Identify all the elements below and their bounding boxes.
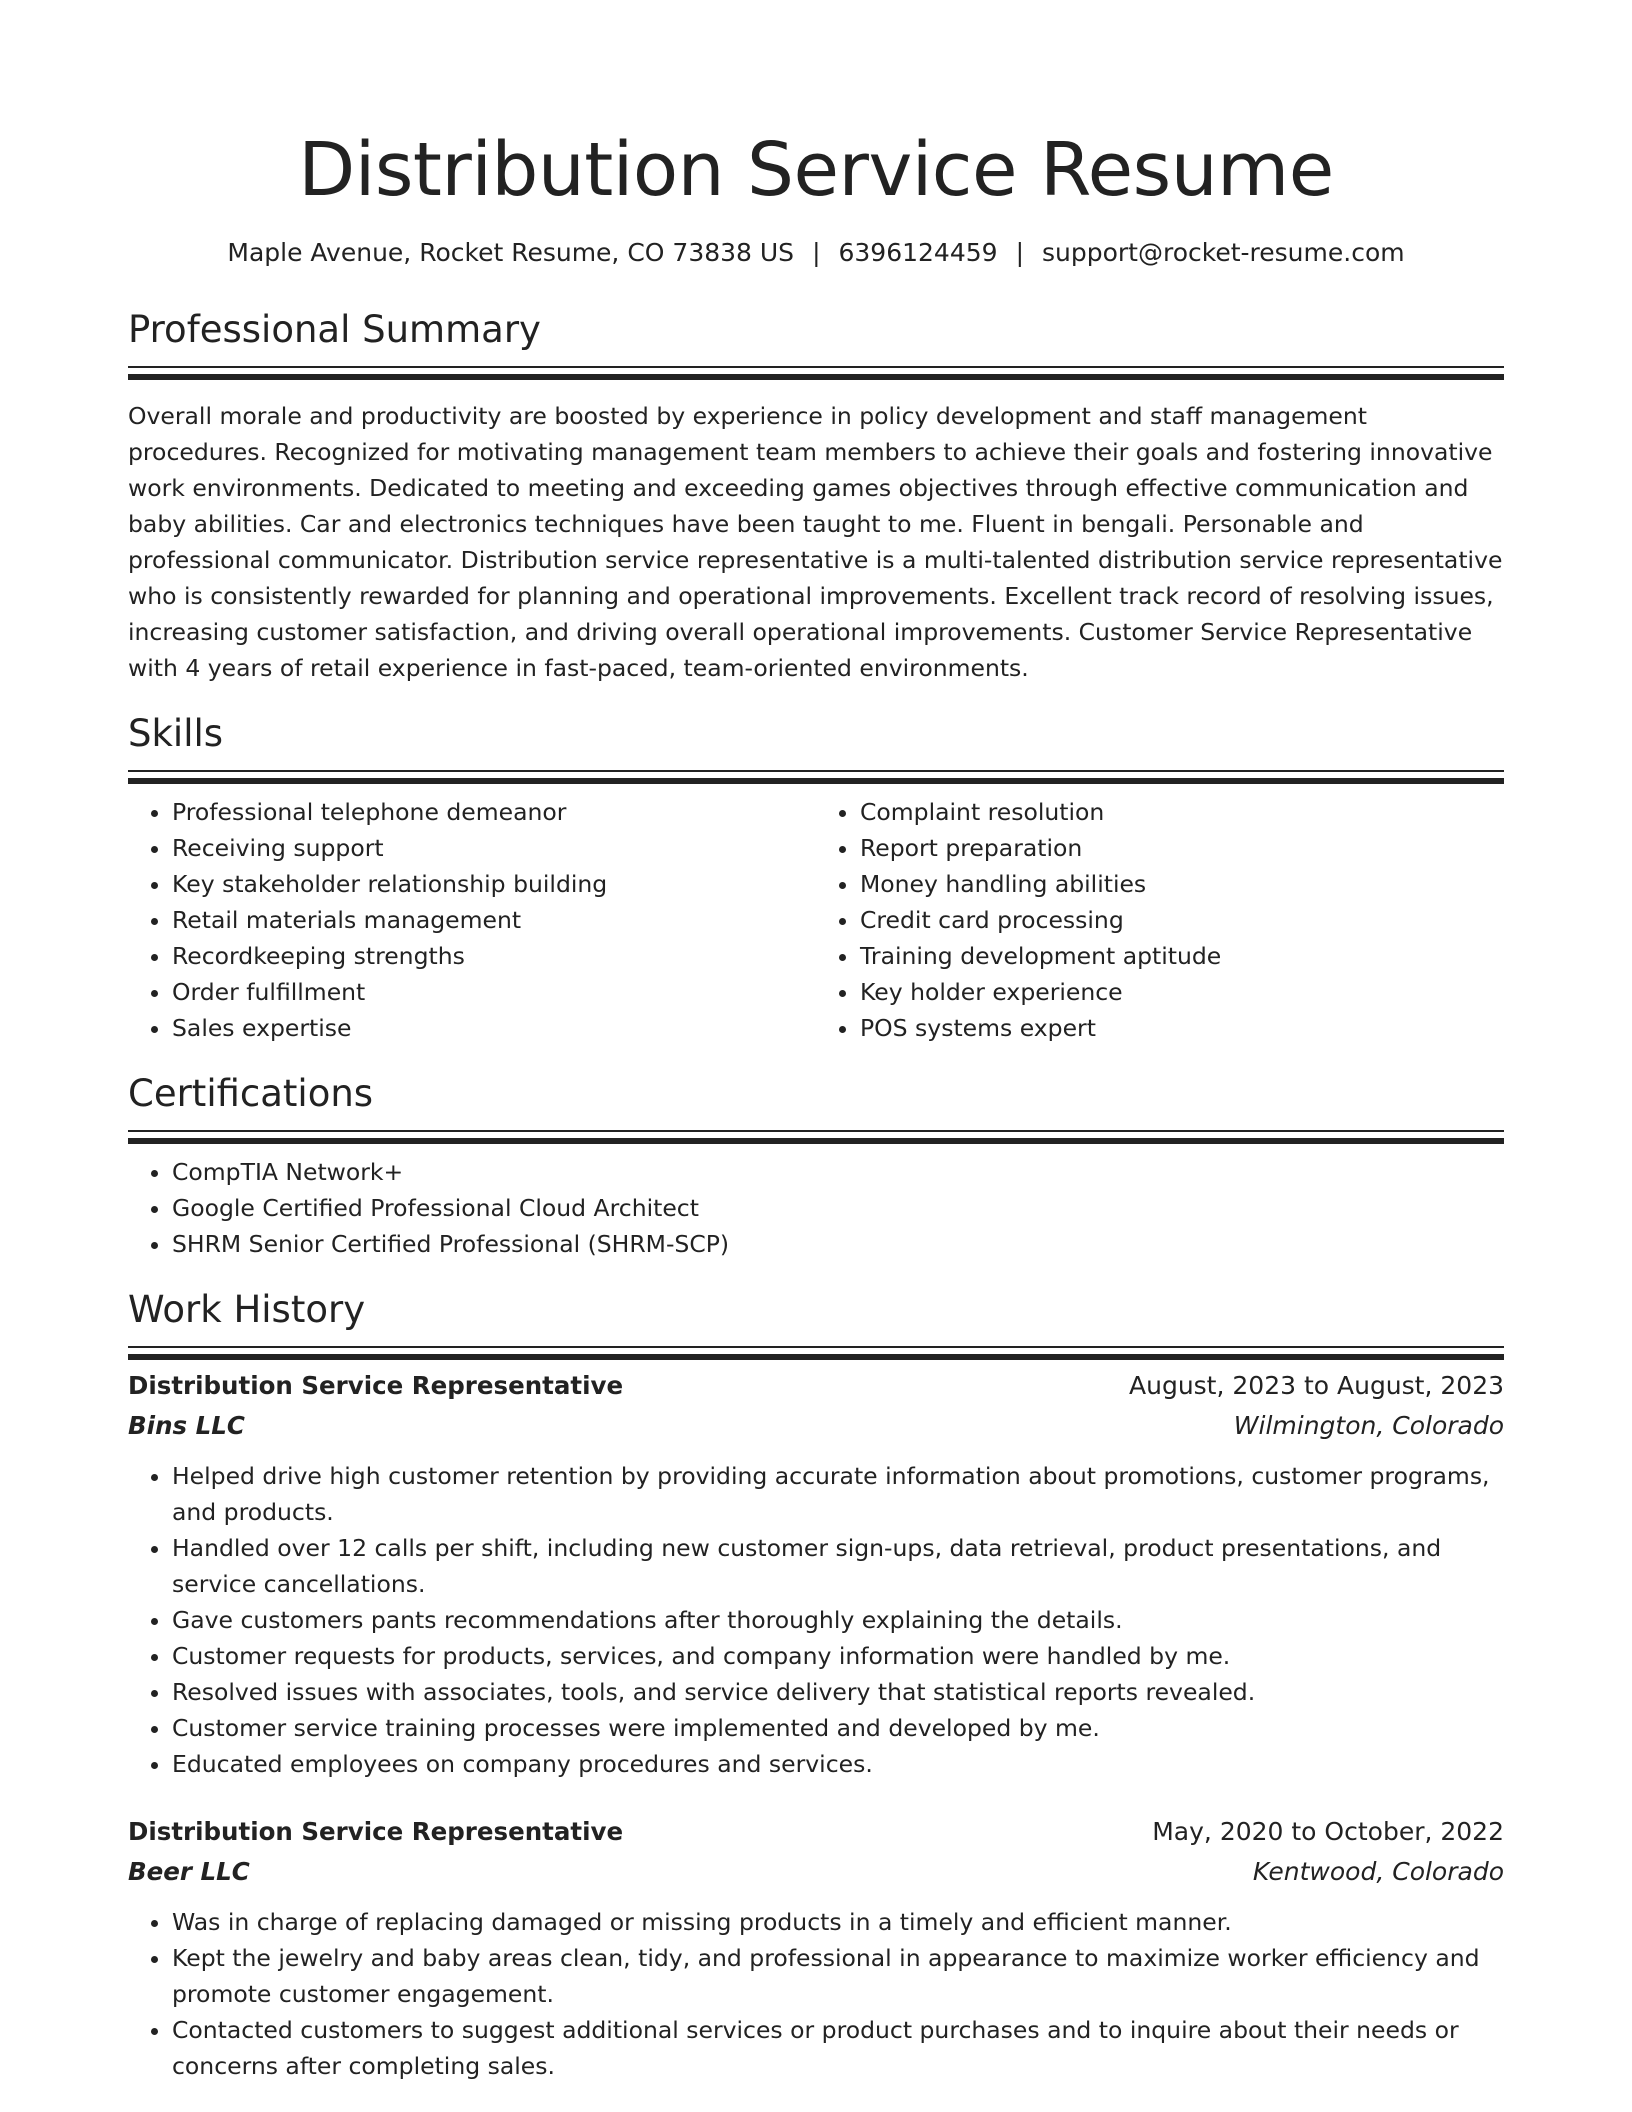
job-company-row bbox=[128, 1406, 1504, 1446]
skill-item: • Retail materials management bbox=[172, 902, 816, 938]
section-heading-work-history: Work History bbox=[128, 1288, 366, 1331]
section-divider bbox=[128, 1346, 1504, 1348]
skill-item: • Sales expertise bbox=[172, 1010, 816, 1046]
certification-item: • Google Certified Professional Cloud Architect bbox=[172, 1190, 1504, 1226]
skills-section bbox=[128, 710, 1504, 1046]
job-entry bbox=[128, 1812, 1504, 2084]
section-divider bbox=[128, 366, 1504, 368]
job-dates: May, 2020 to October, 2022 bbox=[1152, 1817, 1504, 1846]
section-divider bbox=[128, 770, 1504, 772]
skills-list-left bbox=[128, 794, 816, 1046]
job-bullet: • Customer service training processes were implemented and developed by me. bbox=[172, 1710, 1504, 1746]
skill-item: • Receiving support bbox=[172, 830, 816, 866]
skill-item: • Professional telephone demeanor bbox=[172, 794, 816, 830]
section-divider bbox=[128, 1130, 1504, 1132]
job-company-row bbox=[128, 1852, 1504, 1892]
summary-section bbox=[128, 306, 1504, 686]
certifications-section bbox=[128, 1070, 1504, 1262]
section-heading-summary: Professional Summary bbox=[128, 308, 541, 351]
section-heading-certifications: Certifications bbox=[128, 1072, 374, 1115]
skill-item: • Order fulfillment bbox=[172, 974, 816, 1010]
certification-item: • CompTIA Network+ bbox=[172, 1154, 1504, 1190]
skill-item: • Key stakeholder relationship building bbox=[172, 866, 816, 902]
job-bullet: • Contacted customers to suggest additional services or product purchases and to inquire about their needs or concerns after completing sales. bbox=[172, 2012, 1504, 2084]
job-dates: August, 2023 to August, 2023 bbox=[1129, 1371, 1504, 1400]
contact-separator: | bbox=[1015, 238, 1024, 267]
skill-item: • Complaint resolution bbox=[860, 794, 1504, 830]
job-bullet-list bbox=[128, 1904, 1504, 2084]
job-title-row bbox=[128, 1366, 1504, 1406]
contact-address: Maple Avenue, Rocket Resume, CO 73838 US bbox=[227, 238, 795, 267]
job-company: Bins LLC bbox=[128, 1411, 245, 1440]
skill-item: • Credit card processing bbox=[860, 902, 1504, 938]
contact-separator: | bbox=[812, 238, 821, 267]
skill-item: • Training development aptitude bbox=[860, 938, 1504, 974]
job-company: Beer LLC bbox=[128, 1857, 250, 1886]
job-title: Distribution Service Representative bbox=[128, 1817, 624, 1846]
skills-columns bbox=[128, 794, 1504, 1046]
contact-email: support@rocket-resume.com bbox=[1042, 238, 1405, 267]
skill-item: • POS systems expert bbox=[860, 1010, 1504, 1046]
contact-line bbox=[128, 236, 1504, 270]
skill-item: • Key holder experience bbox=[860, 974, 1504, 1010]
resume-page bbox=[128, 0, 1504, 2084]
certification-item: • SHRM Senior Certified Professional (SHRM-SCP) bbox=[172, 1226, 1504, 1262]
job-title-row bbox=[128, 1812, 1504, 1852]
job-bullet: • Educated employees on company procedures and services. bbox=[172, 1746, 1504, 1782]
contact-phone: 6396124459 bbox=[838, 238, 998, 267]
job-bullet: • Customer requests for products, services, and company information were handled by me. bbox=[172, 1638, 1504, 1674]
work-history-section bbox=[128, 1286, 1504, 2084]
skills-column-right bbox=[816, 794, 1504, 1046]
skill-item: • Report preparation bbox=[860, 830, 1504, 866]
job-bullet-list bbox=[128, 1458, 1504, 1782]
job-bullet: • Handled over 12 calls per shift, including new customer sign-ups, data retrieval, product presentations, and service cancellations. bbox=[172, 1530, 1504, 1602]
job-bullet: • Kept the jewelry and baby areas clean, tidy, and professional in appearance to maximize worker efficiency and promote customer engagement. bbox=[172, 1940, 1504, 2012]
job-bullet: • Was in charge of replacing damaged or missing products in a timely and efficient manner. bbox=[172, 1904, 1504, 1940]
page-title: Distribution Service Resume bbox=[298, 127, 1334, 213]
skill-item: • Money handling abilities bbox=[860, 866, 1504, 902]
skills-column-left bbox=[128, 794, 816, 1046]
skill-item: • Recordkeeping strengths bbox=[172, 938, 816, 974]
job-entry bbox=[128, 1366, 1504, 1782]
certifications-list bbox=[128, 1154, 1504, 1262]
job-location: Wilmington, Colorado bbox=[1233, 1411, 1504, 1440]
job-bullet: • Helped drive high customer retention by providing accurate information about promotions, customer programs, and products. bbox=[172, 1458, 1504, 1530]
job-location: Kentwood, Colorado bbox=[1252, 1857, 1504, 1886]
summary-text: Overall morale and productivity are boosted by experience in policy development and staff management procedures. Recognized for motivating management team members to achieve their goals and fostering innovative work environments. Dedicated to meeting and exceeding games objectives through effective communication and baby abilities. Car and electronics techniques have been taught to me. Fluent in bengali. Personable and professional communicator. Distribution service representative is a multi-talented distribution service representative who is consistently rewarded for planning and operational improvements. Excellent track record of resolving issues, increasing customer satisfaction, and driving overall operational improvements. Customer Service Representative with 4 years of retail experience in fast-paced, team-oriented environments. bbox=[128, 402, 1503, 682]
job-title: Distribution Service Representative bbox=[128, 1371, 624, 1400]
section-heading-skills: Skills bbox=[128, 712, 224, 755]
job-bullet: • Gave customers pants recommendations after thoroughly explaining the details. bbox=[172, 1602, 1504, 1638]
job-bullet: • Resolved issues with associates, tools, and service delivery that statistical reports revealed. bbox=[172, 1674, 1504, 1710]
skills-list-right bbox=[816, 794, 1504, 1046]
